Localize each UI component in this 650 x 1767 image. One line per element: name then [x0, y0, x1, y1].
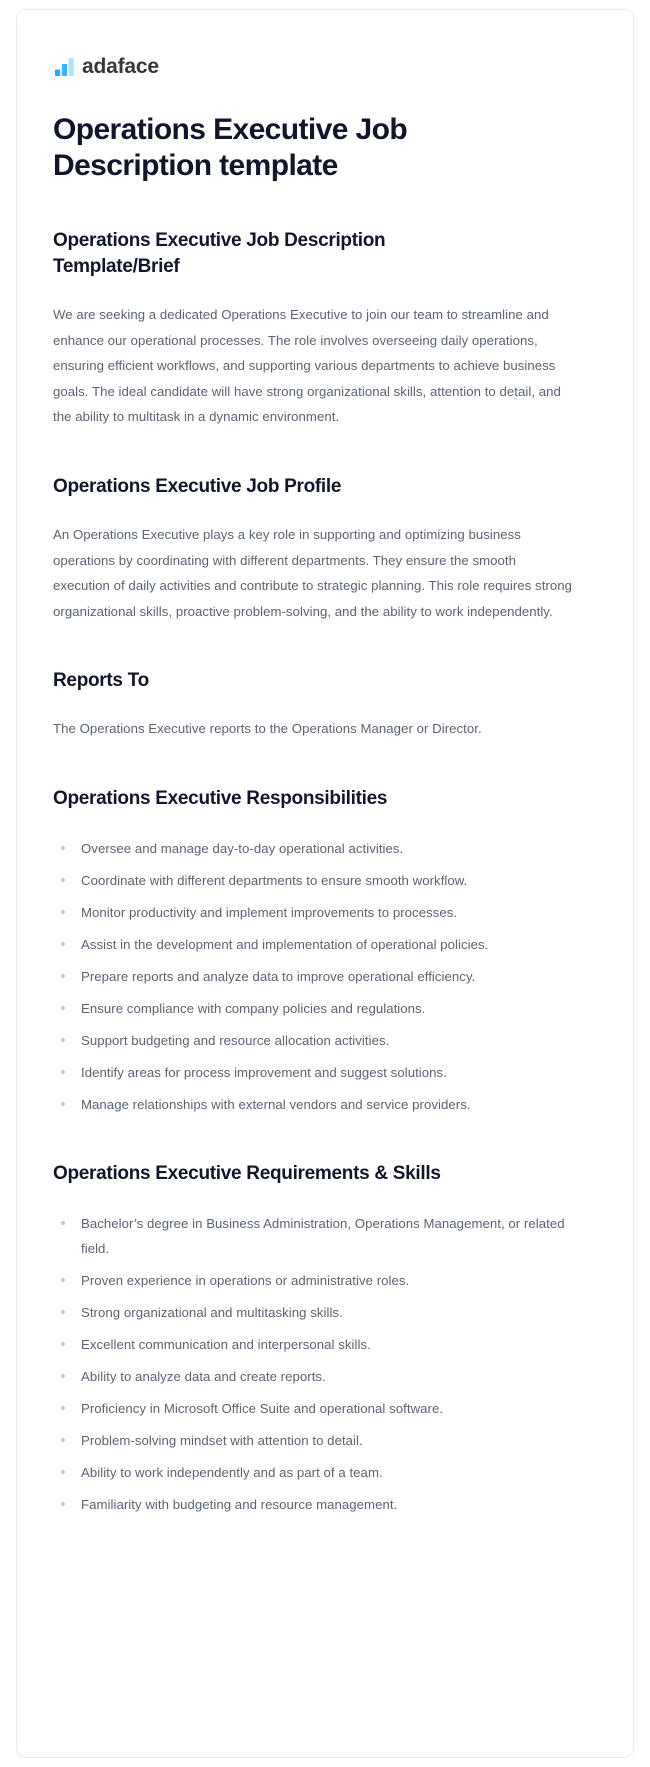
list-item-label: Monitor productivity and implement improvements to processes.	[81, 905, 458, 921]
list-item	[53, 1300, 581, 1325]
list-item-label: Problem-solving mindset with attention to detail.	[81, 1433, 363, 1449]
list-item	[53, 1211, 581, 1261]
section-paragraph-reports-to: The Operations Executive reports to the Operations Manager or Director.	[53, 721, 482, 737]
section-brief	[53, 228, 597, 430]
bullet-dot-icon	[61, 846, 65, 850]
list-item-label: Identify areas for process improvement and suggest solutions.	[81, 1065, 447, 1081]
list-item	[53, 868, 581, 893]
list-item-label: Oversee and manage day-to-day operational activities.	[81, 841, 404, 857]
bullet-dot-icon	[61, 1038, 65, 1042]
list-item-label: Coordinate with different departments to ensure smooth workflow.	[81, 873, 468, 889]
bullet-dot-icon	[61, 1070, 65, 1074]
bullet-dot-icon	[61, 910, 65, 914]
bullet-dot-icon	[61, 1502, 65, 1506]
list-item-label: Prepare reports and analyze data to improve operational efficiency.	[81, 969, 476, 985]
page-title: Operations Executive Job Description template	[53, 113, 408, 182]
section-paragraph-profile: An Operations Executive plays a key role in supporting and optimizing business operations by coordinating with different departments. They ensure the smooth execution of daily activities and contribute to strategic planning. This role requires strong organizational skills, proactive problem-solving, and the ability to work independently.	[53, 527, 572, 619]
brand-logo[interactable]	[55, 50, 597, 76]
list-item-label: Strong organizational and multitasking skills.	[81, 1305, 343, 1321]
list-item-label: Proficiency in Microsoft Office Suite and operational software.	[81, 1401, 444, 1417]
bullet-dot-icon	[61, 1310, 65, 1314]
bullet-dot-icon	[61, 1342, 65, 1346]
section-heading-profile: Operations Executive Job Profile	[53, 475, 342, 497]
section-heading-brief: Operations Executive Job Description Template/Brief	[53, 230, 386, 278]
section-heading-responsibilities: Operations Executive Responsibilities	[53, 787, 388, 809]
list-item-label: Manage relationships with external vendors and service providers.	[81, 1097, 471, 1113]
list-item	[53, 964, 581, 989]
list-item	[53, 996, 581, 1021]
list-item	[53, 1268, 581, 1293]
list-item-label: Bachelor’s degree in Business Administration, Operations Management, or related field.	[81, 1216, 565, 1257]
bar-chart-icon	[55, 57, 75, 76]
bullet-dot-icon	[61, 1221, 65, 1225]
list-item-label: Ability to analyze data and create reports.	[81, 1369, 326, 1385]
bullet-dot-icon	[61, 1470, 65, 1474]
section-requirements	[53, 1161, 597, 1517]
bullet-dot-icon	[61, 1438, 65, 1442]
list-item-label: Excellent communication and interpersonal skills.	[81, 1337, 371, 1353]
list-item	[53, 1396, 581, 1421]
list-item-label: Ability to work independently and as part of a team.	[81, 1465, 383, 1481]
list-item	[53, 1428, 581, 1453]
list-item	[53, 1332, 581, 1357]
list-item-label: Ensure compliance with company policies and regulations.	[81, 1001, 426, 1017]
list-item	[53, 932, 581, 957]
document-content	[17, 10, 633, 1557]
bullet-dot-icon	[61, 878, 65, 882]
bullet-dot-icon	[61, 1406, 65, 1410]
list-item	[53, 1460, 581, 1485]
section-profile	[53, 474, 597, 624]
bullet-dot-icon	[61, 942, 65, 946]
list-item-label: Proven experience in operations or administrative roles.	[81, 1273, 410, 1289]
bullet-dot-icon	[61, 974, 65, 978]
list-item	[53, 1028, 581, 1053]
section-paragraph-brief: We are seeking a dedicated Operations Executive to join our team to streamline and enhance our operational processes. The role involves overseeing daily operations, ensuring efficient workflows, and supporting various departments to achieve business goals. The ideal candidate will have strong organizational skills, attention to detail, and the ability to multitask in a dynamic environment.	[53, 307, 561, 425]
brand-name: adaface	[82, 55, 159, 78]
list-item	[53, 1364, 581, 1389]
responsibilities-list	[53, 836, 597, 1117]
list-item	[53, 900, 581, 925]
list-item-label: Support budgeting and resource allocation activities.	[81, 1033, 390, 1049]
list-item	[53, 1060, 581, 1085]
bullet-dot-icon	[61, 1006, 65, 1010]
bullet-dot-icon	[61, 1102, 65, 1106]
section-reports-to	[53, 668, 597, 742]
list-item-label: Familiarity with budgeting and resource management.	[81, 1497, 398, 1513]
requirements-list	[53, 1211, 597, 1517]
bullet-dot-icon	[61, 1374, 65, 1378]
section-responsibilities	[53, 786, 597, 1117]
section-heading-requirements: Operations Executive Requirements & Skills	[53, 1163, 441, 1185]
list-item	[53, 1092, 581, 1117]
section-heading-reports-to: Reports To	[53, 670, 149, 692]
document-card	[16, 9, 634, 1758]
list-item	[53, 1492, 581, 1517]
list-item-label: Assist in the development and implementation of operational policies.	[81, 937, 489, 953]
list-item	[53, 836, 581, 861]
bullet-dot-icon	[61, 1278, 65, 1282]
